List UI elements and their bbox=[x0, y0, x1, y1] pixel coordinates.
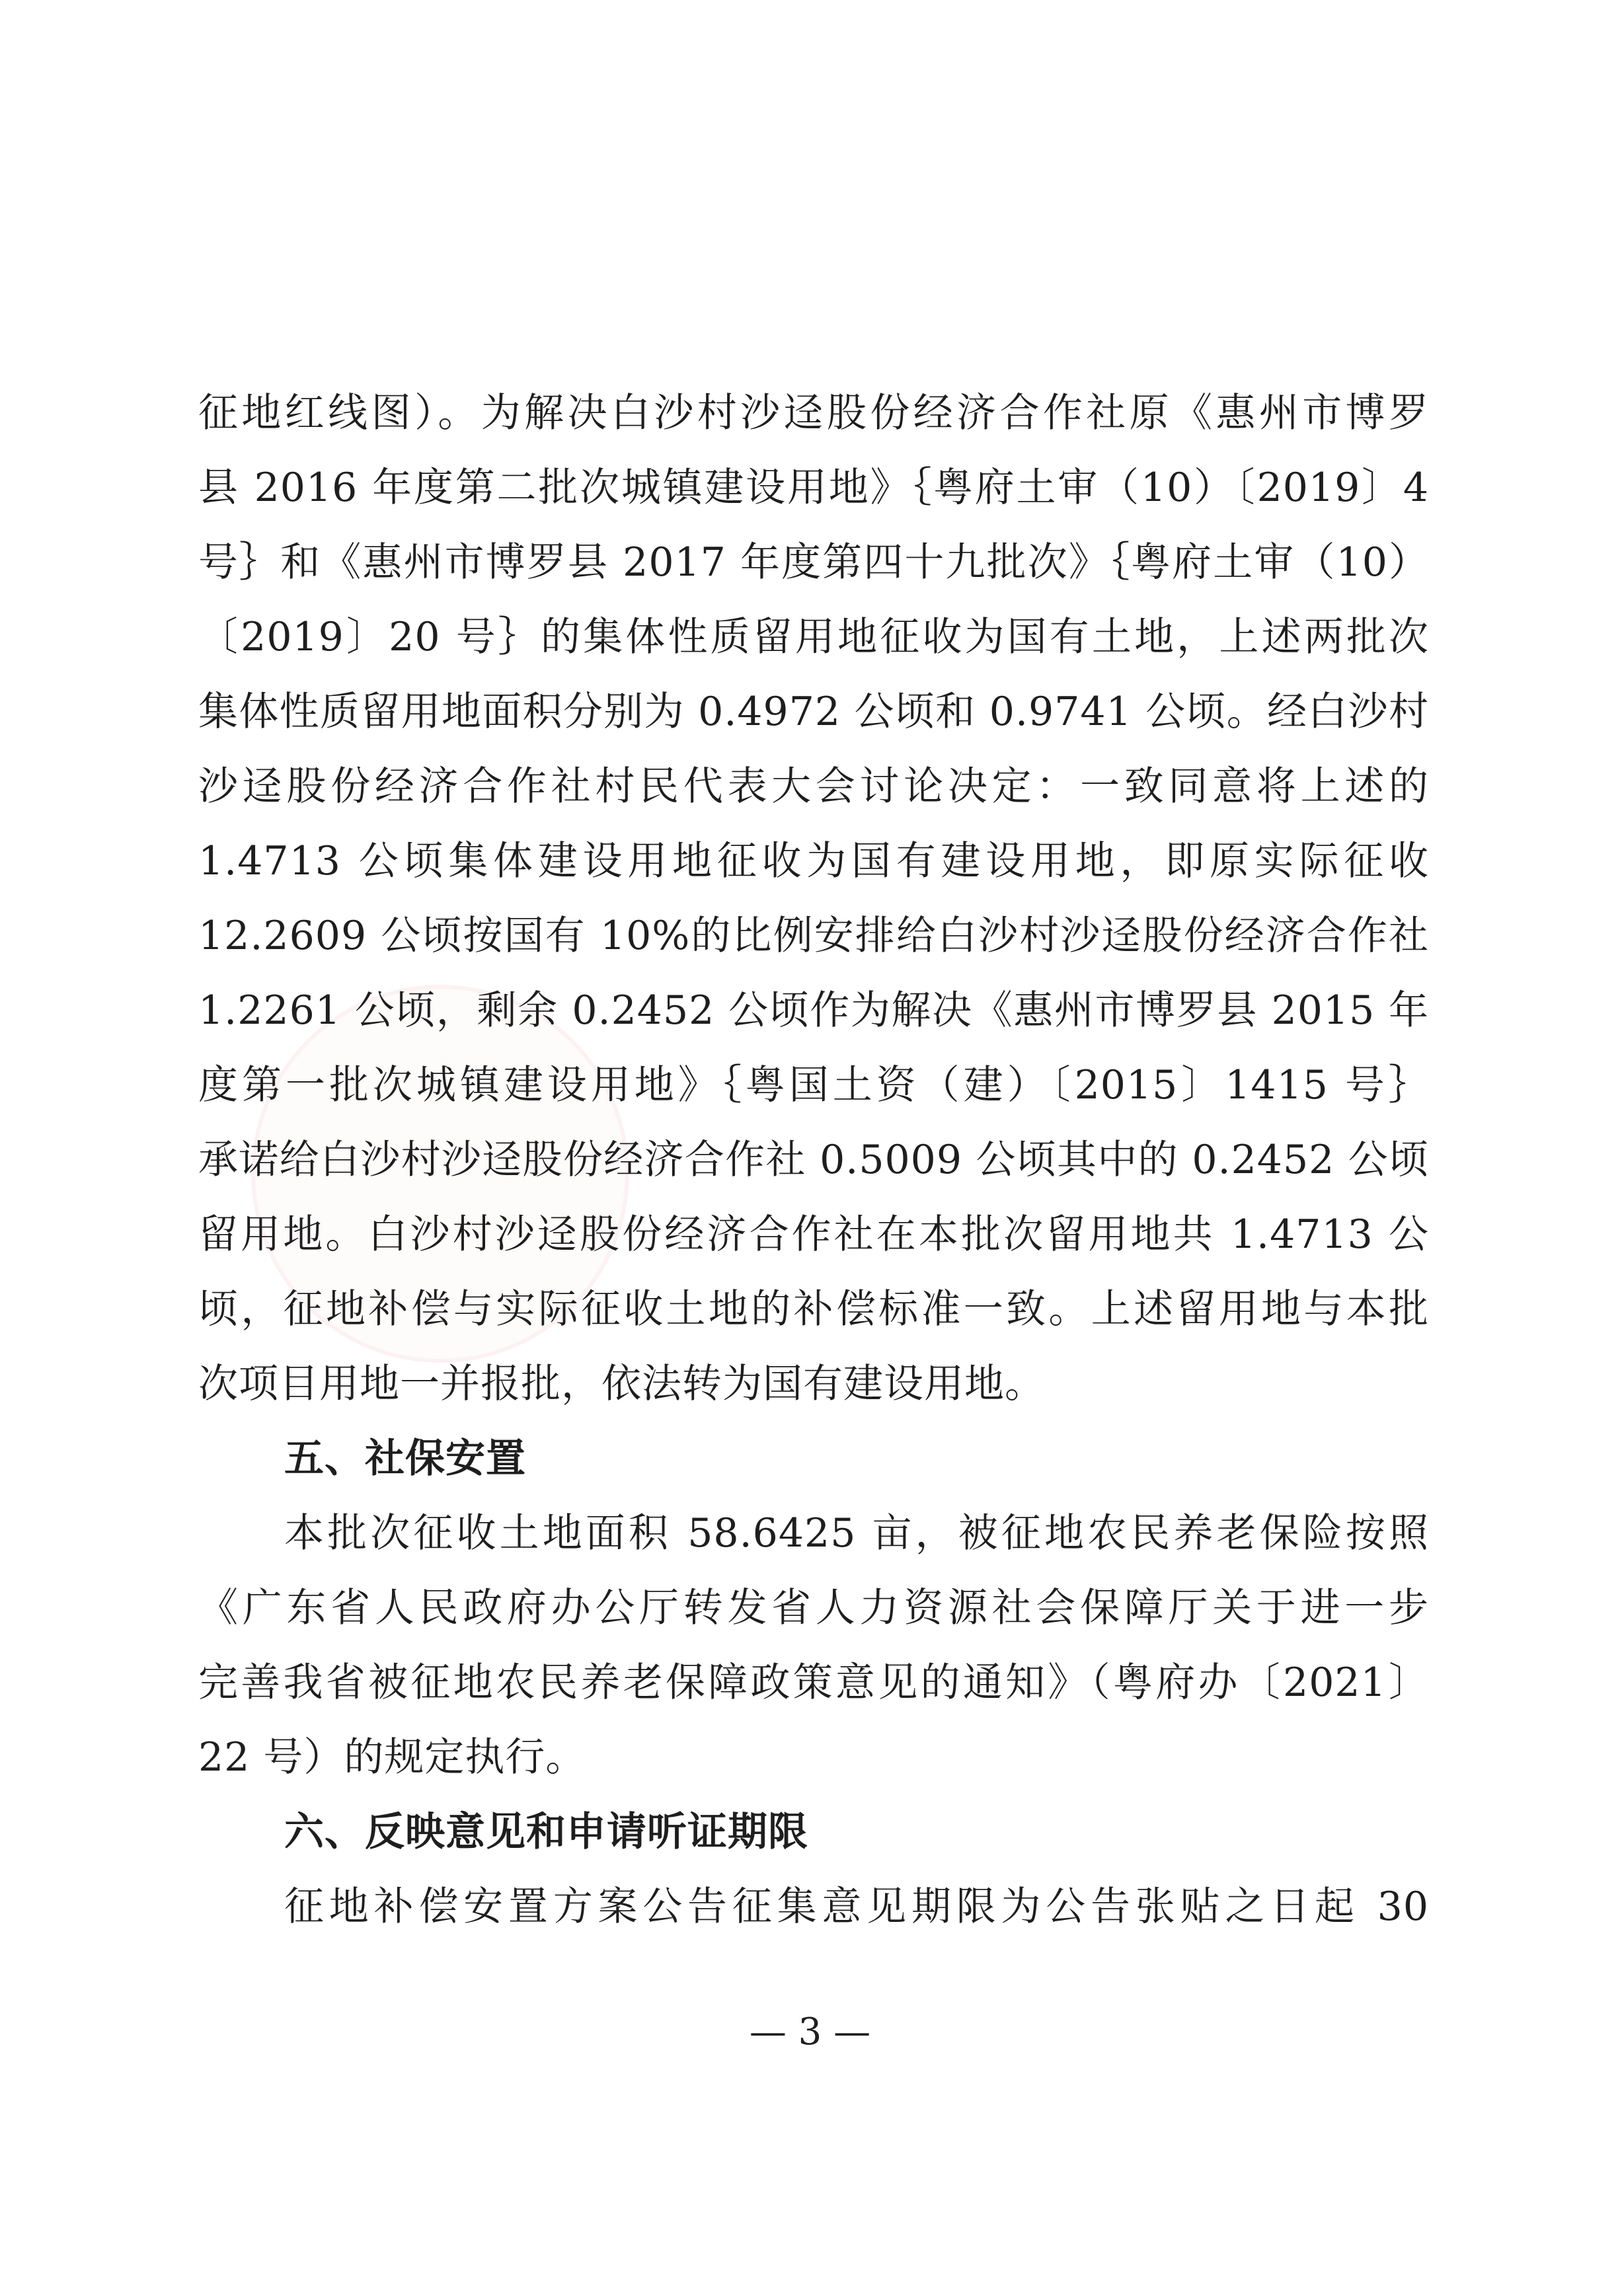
section-heading-hearing-period: 六、反映意见和申请听证期限 bbox=[284, 1809, 808, 1855]
paragraph-line: 留用地。白沙村沙迳股份经济合作社在本批次留用地共 1.4713 公 bbox=[198, 1211, 1429, 1258]
paragraph-line: 顷，征地补偿与实际征收土地的补偿标准一致。上述留用地与本批 bbox=[198, 1286, 1429, 1332]
page-number: — 3 — bbox=[749, 2010, 871, 2053]
paragraph-line: 征地补偿安置方案公告征集意见期限为公告张贴之日起 30 bbox=[284, 1884, 1429, 1930]
paragraph-line: 〔2019〕20 号｝的集体性质留用地征收为国有土地，上述两批次 bbox=[198, 614, 1429, 660]
paragraph-line: 22 号）的规定执行。 bbox=[198, 1734, 586, 1780]
paragraph-line: 完善我省被征地农民养老保障政策意见的通知》（粤府办〔2021〕 bbox=[198, 1660, 1429, 1706]
paragraph-line: 号｝和《惠州市博罗县 2017 年度第四十九批次》｛粤府土审（10） bbox=[198, 539, 1429, 586]
paragraph-line: 县 2016 年度第二批次城镇建设用地》｛粤府土审（10）〔2019〕4 bbox=[198, 465, 1429, 511]
paragraph-line: 12.2609 公顷按国有 10%的比例安排给白沙村沙迳股份经济合作社 bbox=[198, 913, 1429, 959]
paragraph-line: 《广东省人民政府办公厅转发省人力资源社会保障厅关于进一步 bbox=[198, 1585, 1429, 1631]
paragraph-line: 本批次征收土地面积 58.6425 亩，被征地农民养老保险按照 bbox=[284, 1510, 1429, 1556]
section-heading-social-security: 五、社保安置 bbox=[284, 1435, 526, 1482]
paragraph-line: 承诺给白沙村沙迳股份经济合作社 0.5009 公顷其中的 0.2452 公顷 bbox=[198, 1137, 1429, 1183]
paragraph-line: 集体性质留用地面积分别为 0.4972 公顷和 0.9741 公顷。经白沙村 bbox=[198, 689, 1429, 735]
paragraph-line: 沙迳股份经济合作社村民代表大会讨论决定：一致同意将上述的 bbox=[198, 763, 1429, 810]
paragraph-line: 1.2261 公顷，剩余 0.2452 公顷作为解决《惠州市博罗县 2015 年 bbox=[198, 987, 1429, 1034]
paragraph-line: 度第一批次城镇建设用地》｛粤国土资（建）〔2015〕1415 号｝ bbox=[198, 1062, 1429, 1108]
paragraph-line: 1.4713 公顷集体建设用地征收为国有建设用地，即原实际征收 bbox=[198, 838, 1429, 884]
paragraph-line: 征地红线图）。为解决白沙村沙迳股份经济合作社原《惠州市博罗 bbox=[198, 390, 1429, 436]
paragraph-line: 次项目用地一并报批，依法转为国有建设用地。 bbox=[198, 1361, 1045, 1407]
